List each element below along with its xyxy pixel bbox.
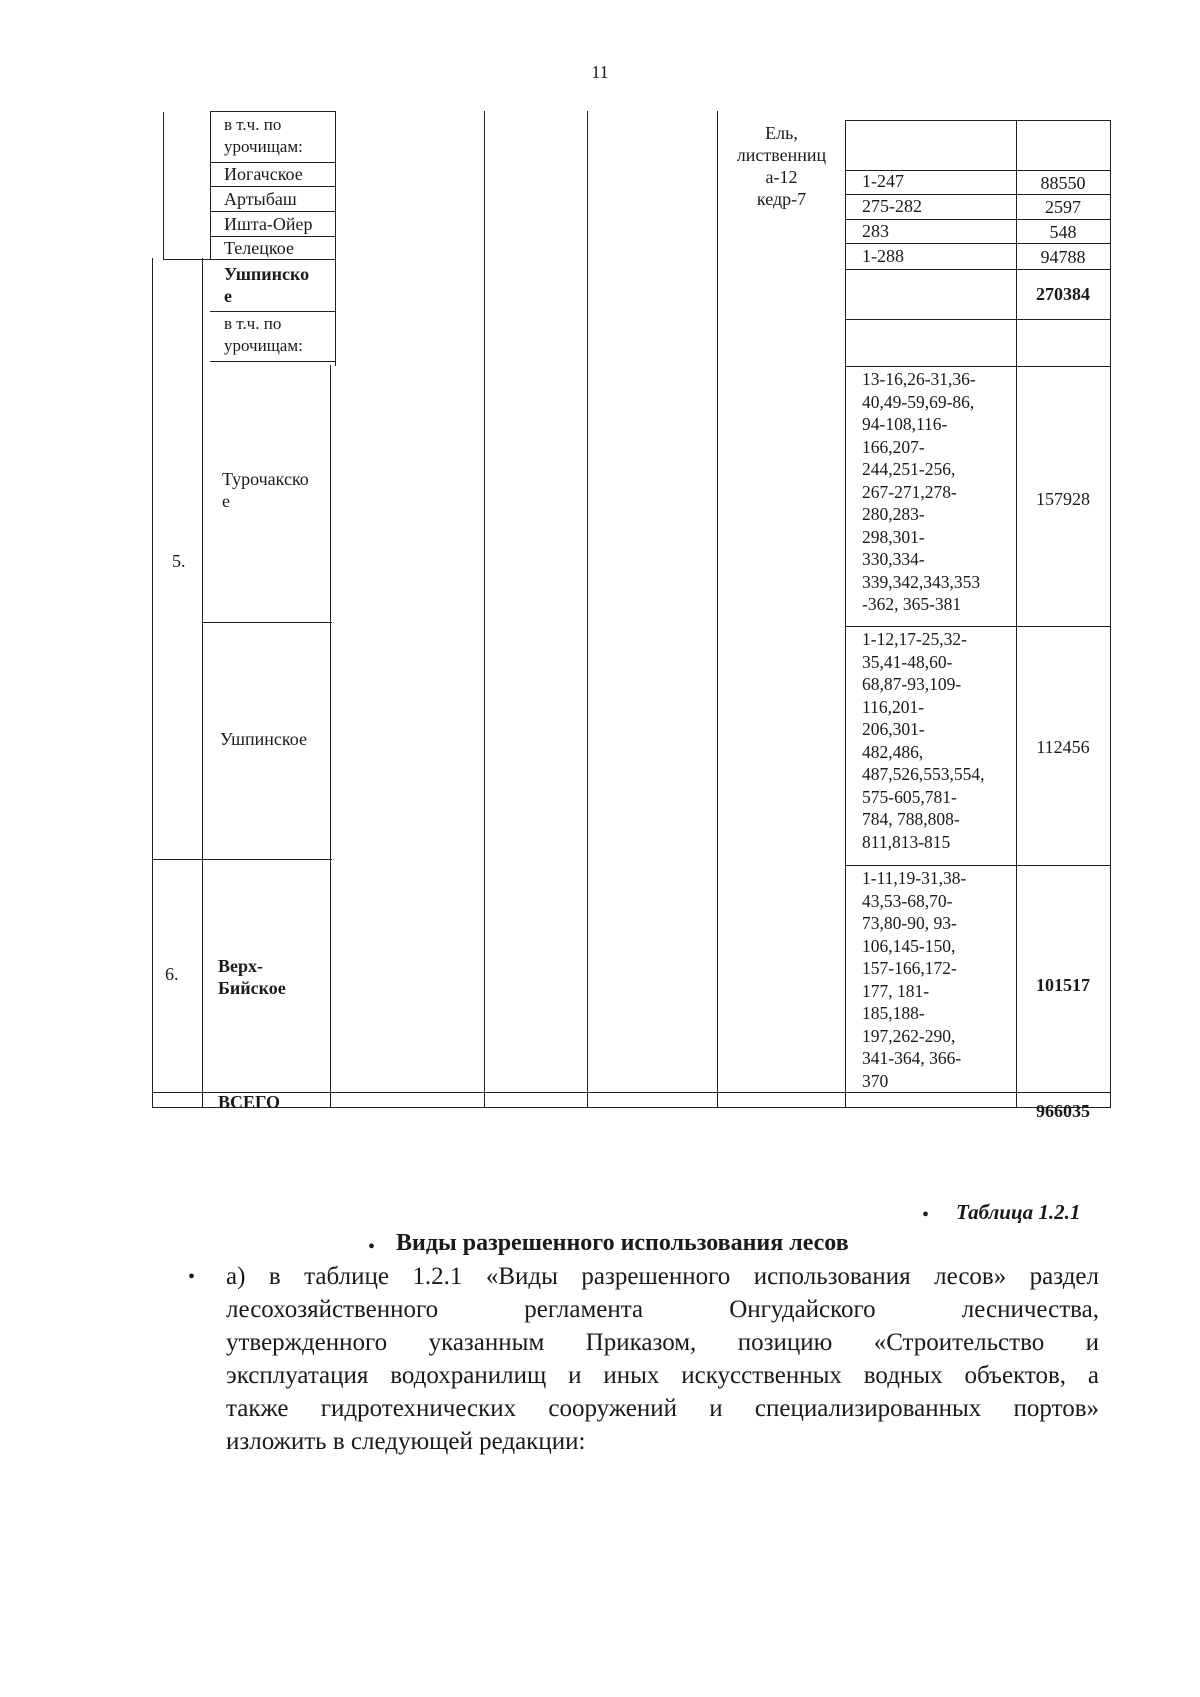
quarters-value: 1-288: [862, 246, 904, 266]
amendment-paragraph: [226, 1260, 1099, 1458]
table-border: [845, 865, 1110, 866]
table-border: [717, 111, 718, 1108]
table-border: [163, 112, 164, 260]
table-border: [330, 365, 331, 1108]
table-border: [152, 1092, 1110, 1093]
table-border: [202, 258, 203, 1108]
forestry-name: Ушпинско е: [224, 264, 310, 306]
table-caption: Таблица 1.2.1: [956, 1200, 1081, 1224]
table-border: [845, 243, 1110, 244]
quarters-value: 283: [862, 221, 889, 241]
table-border: [210, 361, 335, 362]
forestry-area: 270384: [1036, 284, 1090, 304]
area-value: 2597: [1045, 197, 1081, 217]
row-number: 6.: [165, 964, 179, 984]
quarters-value: 1-11,19-31,38- 43,53-68,70- 73,80-90, 93- 106,145-150, 157-166,172- 177, 181- 185,188- 197,262-290, 341-364, 366- 370: [862, 868, 967, 1091]
forestry-area: 101517: [1036, 975, 1090, 995]
table-border: [587, 111, 588, 1108]
subgroup-label: в т.ч. по урочищам:: [224, 115, 303, 156]
table-border: [210, 111, 335, 112]
forestry-name: Верх- Бийское: [218, 956, 286, 998]
tract-name: Ушпинское: [220, 729, 307, 749]
quarters-value: 1-247: [862, 171, 904, 191]
tract-name: Турочакско е: [222, 469, 309, 511]
subgroup-label: в т.ч. по урочищам:: [224, 314, 303, 355]
table-border: [152, 1107, 1110, 1108]
section-heading: Виды разрешенного использования лесов: [396, 1230, 849, 1256]
quarters-value: 1-12,17-25,32- 35,41-48,60- 68,87-93,109- 116,201- 206,301- 482,486, 487,526,553,554, 575-605,781- 784, 788,808- 811,813-815: [862, 629, 985, 852]
paragraph-line: эксплуатация водохранилищ и иных искусственных водных объектов, а: [226, 1362, 1099, 1389]
area-value: 112456: [1036, 737, 1090, 757]
table-border: [845, 626, 1110, 627]
species-composition: Ель, лиственниц а-12 кедр-7: [736, 123, 827, 209]
tract-name: Артыбаш: [224, 189, 297, 209]
table-border: [210, 311, 335, 312]
quarters-value: 13-16,26-31,36- 40,49-59,69-86, 94-108,116- 166,207- 244,251-256, 267-271,278- 280,283- 298,301- 330,334- 339,342,343,353 -362, 365-381: [862, 369, 981, 614]
table-border: [845, 366, 1110, 367]
paragraph-line: утвержденного указанным Приказом, позицию «Строительство и: [226, 1329, 1099, 1356]
table-border: [202, 622, 332, 623]
bullet-icon: •: [368, 1236, 376, 1258]
paragraph-line: а) в таблице 1.2.1 «Виды разрешенного использования лесов» раздел: [226, 1263, 1099, 1290]
bullet-icon: •: [188, 1266, 196, 1288]
table-border: [152, 859, 332, 860]
area-value: 94788: [1040, 247, 1086, 267]
paragraph-line: также гидротехнических сооружений и специализированных портов»: [226, 1395, 1099, 1422]
area-value: 88550: [1040, 173, 1086, 193]
area-value: 157928: [1036, 489, 1090, 509]
tract-name: Иогачское: [224, 164, 303, 184]
row-number: 5.: [172, 551, 186, 571]
table-border: [210, 211, 335, 212]
table-border: [845, 269, 1110, 270]
table-border: [1110, 120, 1111, 1108]
table-border: [210, 186, 335, 187]
total-area: 966035: [1036, 1101, 1090, 1121]
paragraph-line: изложить в следующей редакции:: [226, 1428, 586, 1455]
tract-name: Телецкое: [224, 238, 294, 258]
total-label: ВСЕГО: [218, 1092, 281, 1112]
table-border: [484, 111, 485, 1108]
bullet-icon: •: [922, 1204, 930, 1226]
table-border: [152, 258, 153, 1108]
table-border: [845, 120, 1110, 121]
table-border: [163, 259, 335, 260]
table-border: [845, 319, 1110, 320]
page-number: 11: [591, 62, 609, 82]
table-border: [335, 111, 336, 366]
quarters-value: 275-282: [862, 196, 922, 216]
tract-name: Ишта-Ойер: [224, 214, 313, 234]
area-value: 548: [1049, 222, 1077, 242]
paragraph-line: лесохозяйственного регламента Онгудайского лесничества,: [226, 1296, 1099, 1323]
